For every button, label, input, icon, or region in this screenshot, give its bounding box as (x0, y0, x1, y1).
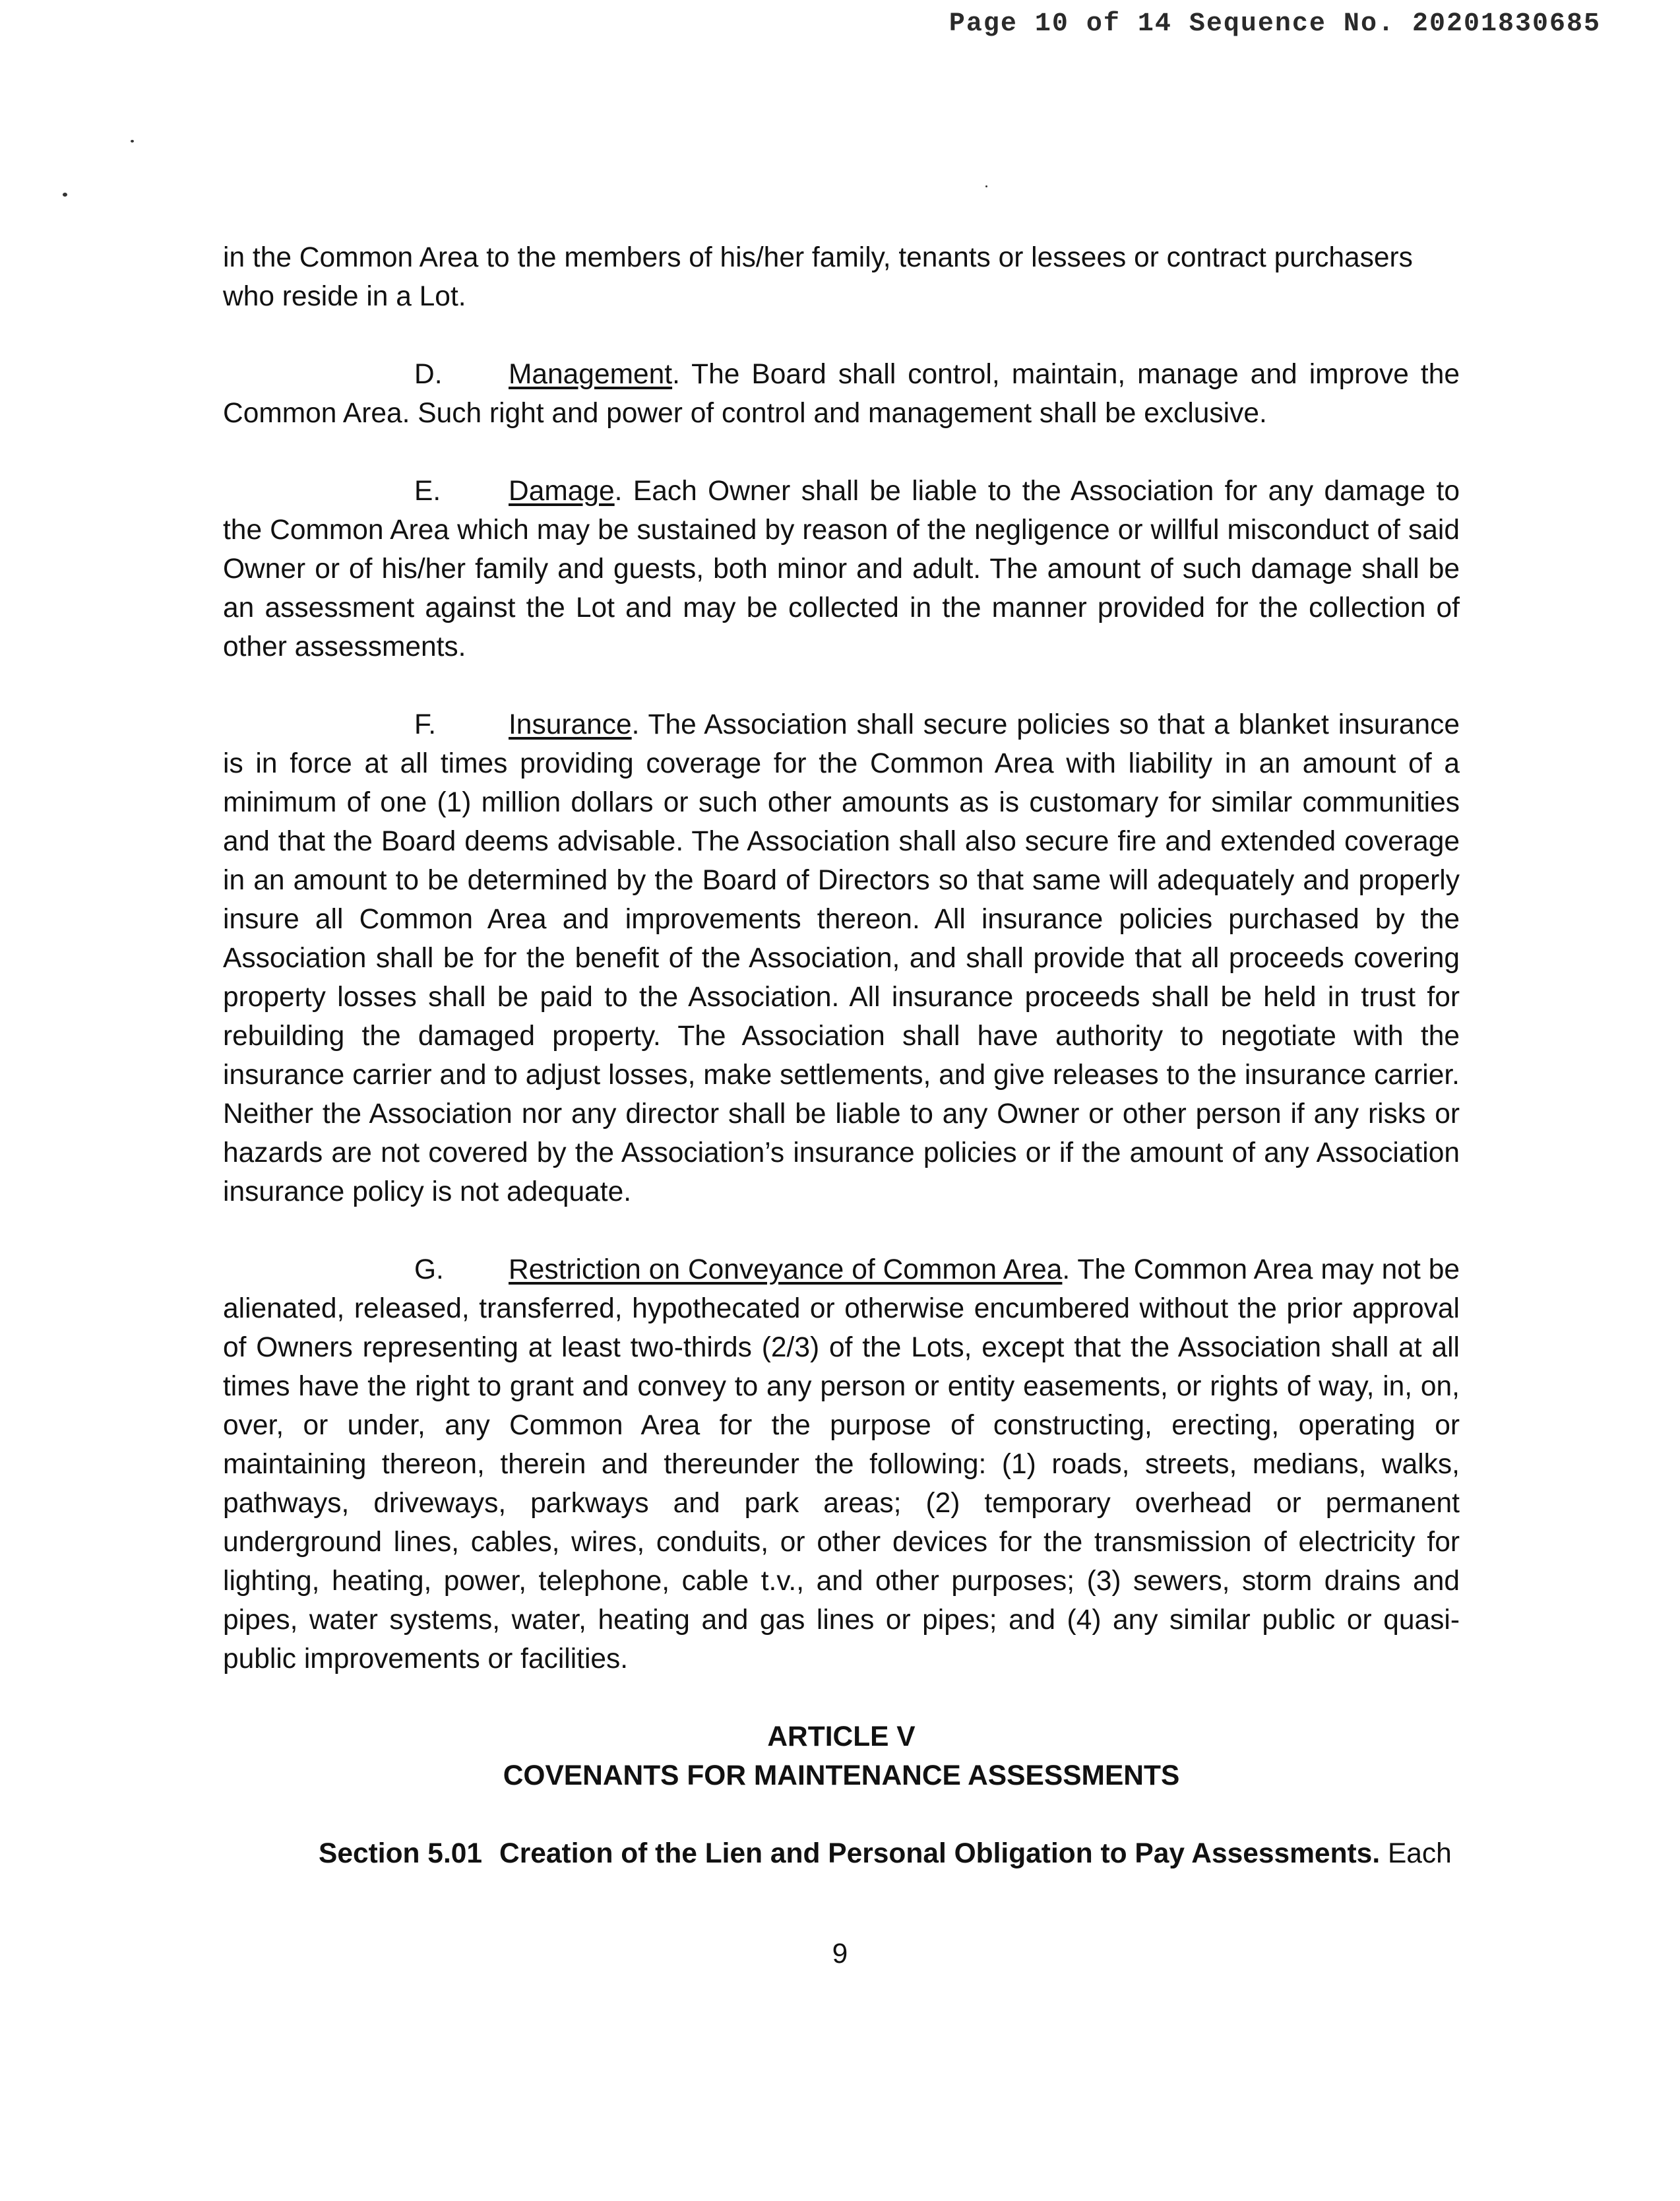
scan-speck (131, 140, 134, 143)
paragraph-text: . The Board shall control, maintain, manage and improve the Common Area. Such right and power of control and management shall be exclusive. (223, 359, 1460, 429)
paragraph-g-restriction (223, 1250, 1460, 1678)
section-5-01 (223, 1834, 1460, 1873)
document-body (223, 238, 1460, 1873)
article-heading (223, 1717, 1460, 1795)
paragraph-heading: Insurance (509, 709, 632, 740)
paragraph-f-insurance (223, 705, 1460, 1211)
paragraph-d-management (223, 355, 1460, 433)
section-label: Section 5.01 (319, 1838, 483, 1869)
paragraph-text: . Each Owner shall be liable to the Association for any damage to the Common Area which may be sustained by reason of the negligence or willful misconduct of said Owner or of his/her family and guests, both minor and adult. The amount of such damage shall be an assessment against the Lot and may be collected in the manner provided for the collection of other assessments. (223, 476, 1460, 662)
page-number: 9 (832, 1938, 848, 1969)
paragraph-e-damage (223, 472, 1460, 666)
section-title: Creation of the Lien and Personal Obligation to Pay Assessments. (499, 1838, 1381, 1869)
paragraph-text: . The Association shall secure policies so that a blanket insurance is in force at all times providing coverage for the Common Area with liability in an amount of a minimum of one (1) million dollars or such other amounts as is customary for similar communities and that the Board deems advisable. The Association shall also secure fire and extended coverage in an amount to be determined by the Board of Directors so that same will adequately and properly insure all Common Area and improvements thereon. All insurance policies purchased by the Association shall be for the benefit of the Association, and shall provide that all proceeds covering property losses shall be paid to the Association. All insurance proceeds shall be held in trust for rebuilding the damaged property. The Association shall have authority to negotiate with the insurance carrier and to adjust losses, make settlements, and give releases to the insurance carrier. Neither the Association nor any director shall be liable to any Owner or other person if any risks or hazards are not covered by the Association’s insurance policies or if the amount of any Association insurance policy is not adequate. (223, 709, 1460, 1207)
paragraph-letter: E. (414, 476, 441, 507)
continuation-paragraph: in the Common Area to the members of his/her family, tenants or lessees or contract purchasers who reside in a Lot. (223, 242, 1413, 312)
article-title: COVENANTS FOR MAINTENANCE ASSESSMENTS (503, 1760, 1180, 1791)
paragraph-letter: G. (414, 1254, 444, 1285)
paragraph-heading: Restriction on Conveyance of Common Area (509, 1254, 1063, 1285)
paragraph-heading: Management (509, 359, 673, 390)
paragraph-heading: Damage (509, 476, 615, 507)
article-number: ARTICLE V (767, 1721, 916, 1752)
section-text: Each (1380, 1838, 1452, 1869)
scan-speck (985, 185, 987, 187)
paragraph-text: . The Common Area may not be alienated, released, transferred, hypothecated or otherwise encumbered without the prior approval of Owners representing at least two-thirds (2/3) of the Lots, except that the Association shall at all times have the right to grant and convey to any person or entity easements, or rights of way, in, on, over, or under, any Common Area for the purpose of constructing, erecting, operating or maintaining thereon, therein and thereunder the following: (1) roads, streets, medians, walks, pathways, driveways, parkways and park areas; (2) temporary overhead or permanent underground lines, cables, wires, conduits, or other devices for the transmission of electricity for lighting, heating, power, telephone, cable t.v., and other purposes; (3) sewers, storm drains and pipes, water systems, water, heating and gas lines or pipes; and (4) any similar public or quasi-public improvements or facilities. (223, 1254, 1460, 1675)
paragraph-letter: D. (414, 359, 443, 390)
paragraph-letter: F. (414, 709, 437, 740)
filing-stamp: Page 10 of 14 Sequence No. 20201830685 (949, 9, 1601, 39)
scan-speck (63, 193, 67, 197)
